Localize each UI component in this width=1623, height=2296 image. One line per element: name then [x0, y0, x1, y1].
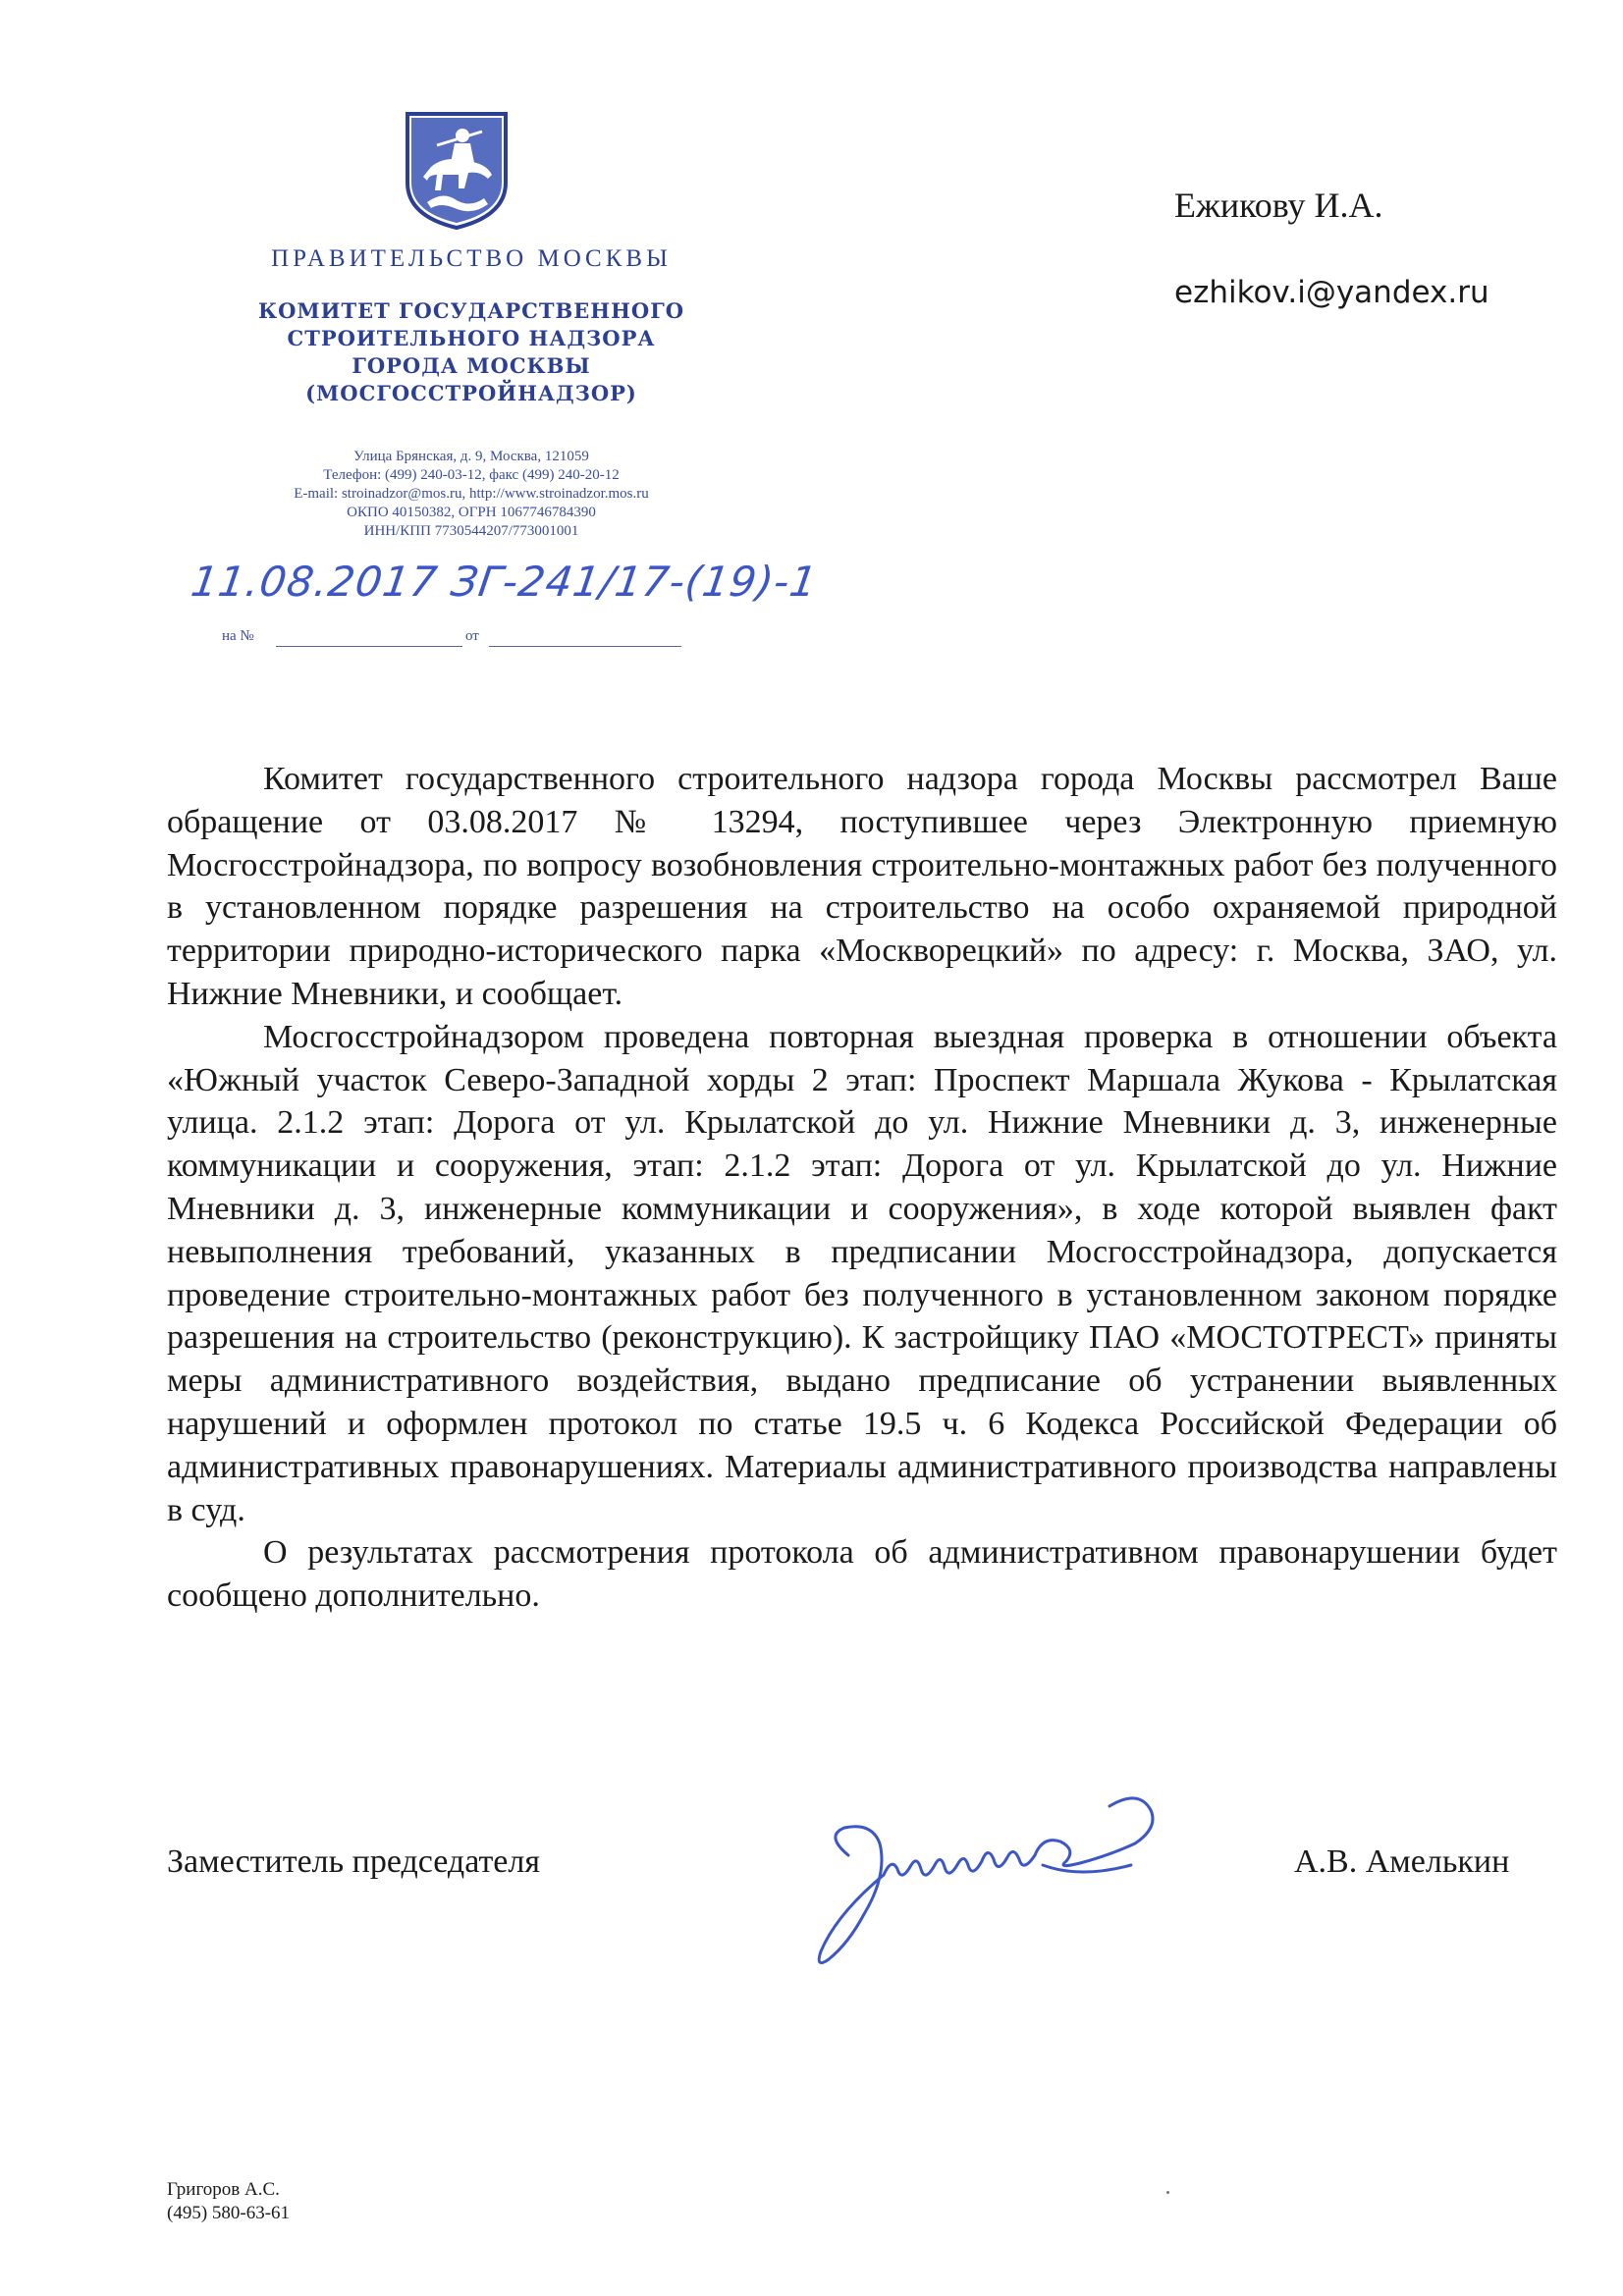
addressee-email: ezhikov.i@yandex.ru	[1174, 275, 1489, 310]
moscow-coat-of-arms-icon	[398, 106, 515, 232]
address-line: Улица Брянская, д. 9, Москва, 121059	[353, 449, 589, 464]
handwritten-signature	[785, 1767, 1198, 1973]
reference-from-label: от	[465, 628, 479, 644]
committee-name-line: КОМИТЕТ ГОСУДАРСТВЕННОГО	[257, 298, 685, 323]
reference-line	[222, 628, 683, 650]
phone-fax-line: Телефон: (499) 240-03-12, факс (499) 240-20-12	[323, 467, 620, 483]
signatory-name: А.В. Амелькин	[1294, 1843, 1510, 1880]
executor-phone: (495) 580-63-61	[167, 2203, 291, 2223]
body-paragraph: О результатах рассмотрения протокола об административном правонарушении будет сообщено дополнительно.	[167, 1534, 1557, 1615]
body-paragraph: Комитет государственного строительного надзора города Москвы рассмотрел Ваше обращение от 03.08.2017 № 13294, поступившее через Электронную приемную Мосгосстройнадзора, по вопросу возобновления строительно-монтажных работ без полученного в установленном порядке разрешения на строительство на особо охраняемой природной территории природно-исторического парка «Москворецкий» по адресу: г. Москва, ЗАО, ул. Нижние Мневники, и сообщает.	[167, 761, 1557, 1012]
letter-body	[167, 758, 1557, 1618]
okpo-ogrn-line: ОКПО 40150382, ОГРН 1067746784390	[347, 505, 596, 520]
signatory-title: Заместитель председателя	[167, 1843, 540, 1880]
committee-name-line: СТРОИТЕЛЬНОГО НАДЗОРА	[287, 326, 656, 350]
committee-name-line: (МОСГОССТРОЙНАДЗОР)	[305, 381, 637, 405]
reference-date-blank	[489, 646, 681, 647]
inn-kpp-line: ИНН/КПП 7730544207/773001001	[363, 523, 579, 539]
scan-speck	[1166, 2191, 1169, 2194]
committee-name-line: ГОРОДА МОСКВЫ	[352, 353, 591, 378]
addressee-name: Ежикову И.А.	[1174, 186, 1383, 225]
email-web-line: E-mail: stroinadzor@mos.ru, http://www.stroinadzor.mos.ru	[294, 486, 649, 502]
government-header: ПРАВИТЕЛЬСТВО МОСКВЫ	[271, 245, 672, 272]
outgoing-number: 11.08.2017 ЗГ-241/17-(19)-1	[188, 558, 821, 606]
body-paragraph: Мосгосстройнадзором проведена повторная выездная проверка в отношении объекта «Южный участок Северо-Западной хорды 2 этап: Проспект Маршала Жукова - Крылатская улица. 2.1.2 этап: Дорога от ул. Крылатской до ул. Нижние Мневники д. 3, инженерные коммуникации и сооружения, этап: 2.1.2 этап: Дорога от ул. Крылатской до ул. Нижние Мневники д. 3, инженерные коммуникации и сооружения», в ходе которой выявлен факт невыполнения требований, указанных в предписании Мосгосстройнадзора, допускается проведение строительно-монтажных работ без полученного в установленном законом порядке разрешения на строительство (реконструкцию). К застройщику ПАО «МОСТОТРЕСТ» приняты меры административного воздействия, выдано предписание об устранении выявленных нарушений и оформлен протокол по статье 19.5 ч. 6 Кодекса Российской Федерации об административных правонарушениях. Материалы административного производства направлены в суд.	[167, 1018, 1557, 1528]
reference-number-blank	[276, 646, 462, 647]
executor-name: Григоров А.С.	[167, 2179, 280, 2200]
reference-prefix: на №	[222, 628, 254, 644]
